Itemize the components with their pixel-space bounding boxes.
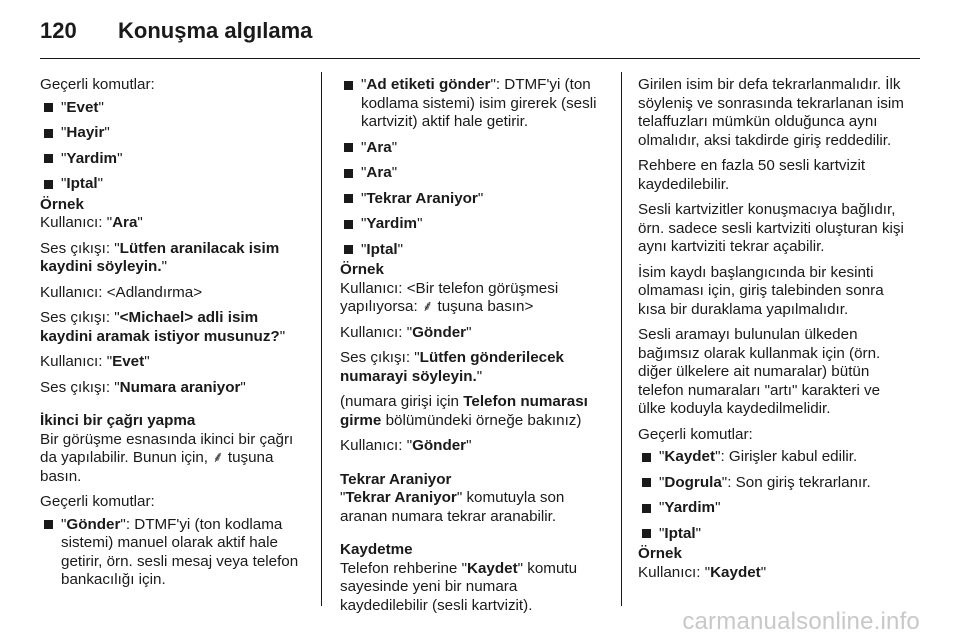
bullet-icon — [44, 520, 53, 529]
page-number: 120 — [40, 18, 77, 43]
phone-icon: ⸙ — [421, 298, 434, 315]
list-item: "Ara" — [340, 164, 604, 183]
bullet-icon — [344, 169, 353, 178]
list-item: "Ad etiketi gönder": DTMF'yi (ton kodlama sistemi) isim girerek (sesli kartvizit) aktif hale getirir. — [340, 76, 604, 132]
column-divider — [321, 72, 322, 606]
page-title: Konuşma algılama — [118, 18, 313, 43]
paragraph: İsim kaydı başlangıcında bir kesinti olmaması için, giriş talebinden sonra kısa bir duraklama yapılmalıdır. — [638, 263, 884, 318]
example-line: Ses çıkışı: "Lütfen aranilacak isim kaydini söyleyin." — [40, 239, 280, 275]
watermark: carmanualsonline.info — [682, 608, 920, 635]
bullet-icon — [642, 504, 651, 513]
list-item: "Evet" — [40, 99, 308, 118]
example-heading: Örnek — [40, 195, 84, 213]
header-rule — [40, 58, 920, 59]
example-line: Ses çıkışı: "<Michael> adli isim kaydini aramak istiyor musunuz?" — [40, 309, 286, 345]
example-heading: Örnek — [340, 261, 384, 278]
example-line: Kullanıcı: "Evet" — [40, 353, 150, 370]
list-item: "Iptal" — [638, 525, 908, 544]
list-item: "Tekrar Araniyor" — [340, 190, 604, 209]
list-item: "Yardim" — [638, 499, 908, 518]
paragraph: Bir görüşme esnasında ikinci bir çağrı da yapılabilir. Bunun için, ⸙ tuşuna basın. — [40, 430, 294, 485]
phone-icon: ⸙ — [212, 449, 224, 466]
example-line: Kullanıcı: "Gönder" — [340, 323, 472, 341]
list-item: "Kaydet": Girişler kabul edilir. — [638, 448, 908, 467]
valid-commands-label: Geçerli komutlar: — [638, 425, 753, 443]
bullet-icon — [44, 103, 53, 112]
bullet-icon — [642, 453, 651, 462]
bullet-icon — [642, 529, 651, 538]
section-heading: Tekrar Araniyor — [340, 470, 452, 488]
list-item: "Ara" — [340, 139, 604, 158]
section-heading: İkinci bir çağrı yapma — [40, 412, 196, 429]
page-header — [40, 18, 312, 48]
bullet-icon — [344, 220, 353, 229]
paragraph: Girilen isim bir defa tekrarlanmalıdır. İlk söyleniş ve sonrasında tekrarlanan isim telaffuzları mümkün olduğunca aynı olmalıdır, aksi takdirde giriş reddedilir. — [638, 76, 904, 149]
paragraph: Telefon rehberine "Kaydet" komutu sayesinde yeni bir numara kaydedilebilir (sesli kartvizit). — [340, 559, 578, 614]
bullet-icon — [344, 143, 353, 152]
valid-commands-label: Geçerli komutlar: — [40, 493, 155, 510]
example-line: Kullanıcı: <Bir telefon görüşmesi yapılıyorsa: ⸙ tuşuna basın> — [340, 279, 559, 315]
example-line: Ses çıkışı: "Lütfen gönderilecek numarayi söyleyin." — [340, 349, 564, 385]
paragraph: Rehbere en fazla 50 sesli kartvizit kaydedilebilir. — [638, 157, 866, 193]
list-item: "Hayir" — [40, 124, 308, 143]
bullet-icon — [44, 154, 53, 163]
list-item: "Iptal" — [40, 175, 308, 194]
example-line: Kullanıcı: "Ara" — [40, 214, 143, 231]
example-line: Kullanıcı: <Adlandırma> — [40, 283, 203, 301]
paragraph: Sesli aramayı bulunulan ülkeden bağımsız olarak kullanmak için (örn. diğer ülkelere ait numaralar) bütün telefon numaraları "artı" karakteri ve ülke koduyla kaydedilmelidir. — [638, 326, 881, 417]
valid-commands-label: Geçerli komutlar: — [40, 76, 155, 93]
bullet-icon — [642, 478, 651, 487]
bullet-icon — [44, 129, 53, 138]
list-item: "Yardim" — [40, 150, 308, 169]
example-heading: Örnek — [638, 545, 682, 562]
bullet-icon — [344, 81, 353, 90]
paragraph: "Tekrar Araniyor" komutuyla son aranan numara tekrar aranabilir. — [340, 489, 565, 525]
example-line: Kullanıcı: "Kaydet" — [638, 563, 767, 581]
paragraph: Sesli kartvizitler konuşmacıya bağlıdır, örn. sadece sesli kartviziti oluşturan kişi aynı kartviziti tekrar açabilir. — [638, 201, 904, 255]
bullet-icon — [344, 245, 353, 254]
list-item: "Iptal" — [340, 241, 604, 260]
bullet-icon — [44, 180, 53, 189]
list-item: "Dogrula": Son giriş tekrarlanır. — [638, 474, 908, 493]
section-heading: Kaydetme — [340, 541, 413, 558]
column-3 — [638, 76, 908, 589]
list-item: "Yardim" — [340, 215, 604, 234]
example-line: Ses çıkışı: "Numara araniyor" — [40, 378, 246, 396]
example-line: Kullanıcı: "Gönder" — [340, 437, 472, 454]
example-line: (numara girişi için Telefon numarası girme bölümündeki örneğe bakınız) — [340, 393, 588, 429]
column-2 — [340, 76, 604, 622]
bullet-icon — [344, 194, 353, 203]
column-divider — [621, 72, 622, 606]
list-item: "Gönder": DTMF'yi (ton kodlama sistemi) manuel olarak aktif hale getirir, örn. sesli mesaj veya telefon bankacılığı için. — [40, 516, 308, 590]
column-1 — [40, 76, 308, 597]
